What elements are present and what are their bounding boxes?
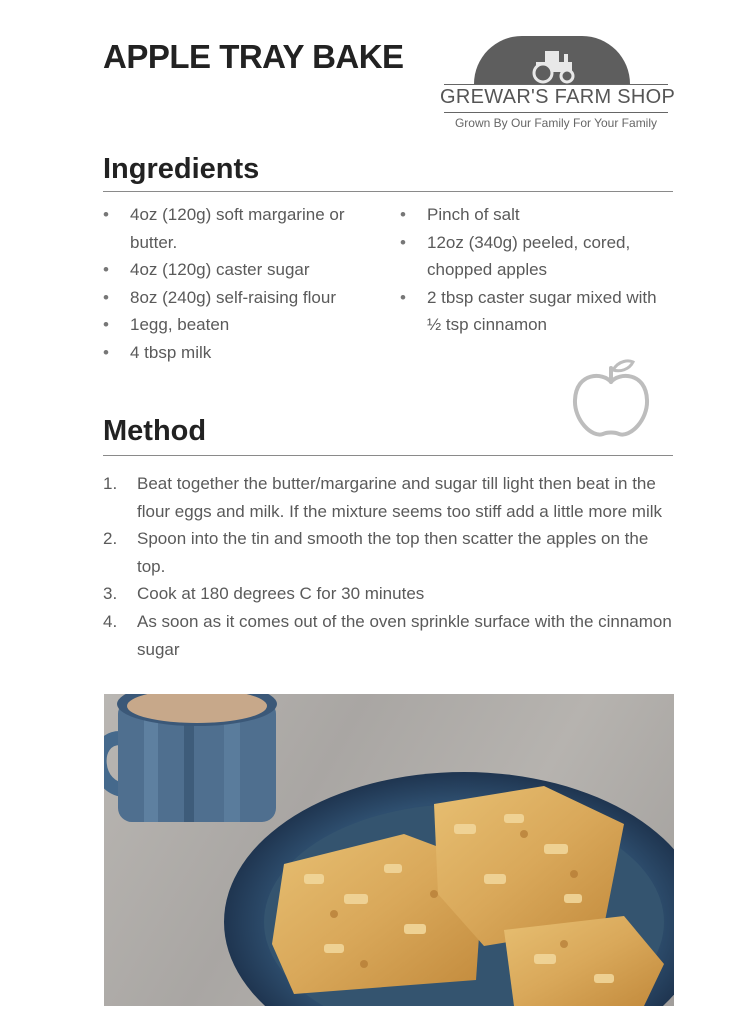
apple-icon (566, 356, 656, 440)
ingredient-item: • 4oz (120g) caster sugar (103, 256, 378, 284)
ingredients-list-left (103, 201, 378, 367)
method-step (103, 470, 678, 525)
recipe-title: APPLE TRAY BAKE (103, 38, 404, 75)
logo-tagline: Grown By Our Family For Your Family (454, 116, 658, 130)
method-steps (103, 470, 678, 663)
photo-illustration (104, 694, 674, 1006)
step-number: 2. (103, 529, 118, 549)
ingredient-item: • Pinch of salt (400, 201, 665, 229)
ingredient-item: • 2 tbsp caster sugar mixed with ½ tsp cinnamon (400, 284, 665, 339)
ingredient-item: • 1egg, beaten (103, 311, 378, 339)
method-step (103, 525, 678, 580)
logo-rule-bottom (444, 112, 668, 113)
ingredient-item: • 12oz (340g) peeled, cored, chopped apples (400, 229, 665, 284)
ingredient-item: • 4 tbsp milk (103, 339, 378, 367)
ingredients-heading: Ingredients (103, 153, 260, 185)
method-divider (103, 455, 673, 456)
ingredient-item: • 8oz (240g) self-raising flour (103, 284, 378, 312)
tractor-icon (522, 46, 582, 84)
step-text: Spoon into the tin and smooth the top then scatter the apples on the top. (137, 529, 649, 576)
step-number: 4. (103, 611, 118, 631)
farm-shop-logo (440, 36, 676, 132)
method-step (103, 580, 678, 608)
apple-tray-bake-photo (104, 694, 674, 1006)
step-text: Cook at 180 degrees C for 30 minutes (137, 584, 425, 604)
step-text: As soon as it comes out of the oven sprinkle surface with the cinnamon sugar (137, 611, 672, 659)
method-heading: Method (103, 415, 207, 447)
step-text: Beat together the butter/margarine and sugar till light then beat in the flour eggs and milk. If the mixture seems too stiff add a little more milk (137, 474, 663, 521)
ingredient-item: • 4oz (120g) soft margarine or butter. (103, 201, 378, 256)
step-number: 3. (103, 584, 118, 604)
logo-rule-top (444, 84, 668, 85)
ingredients-divider (103, 191, 673, 192)
method-step (103, 608, 678, 663)
logo-shop-name: GREWAR'S FARM SHOP (440, 86, 676, 108)
mug (104, 694, 277, 822)
ingredients-list-right (400, 201, 665, 339)
step-number: 1. (103, 474, 118, 493)
